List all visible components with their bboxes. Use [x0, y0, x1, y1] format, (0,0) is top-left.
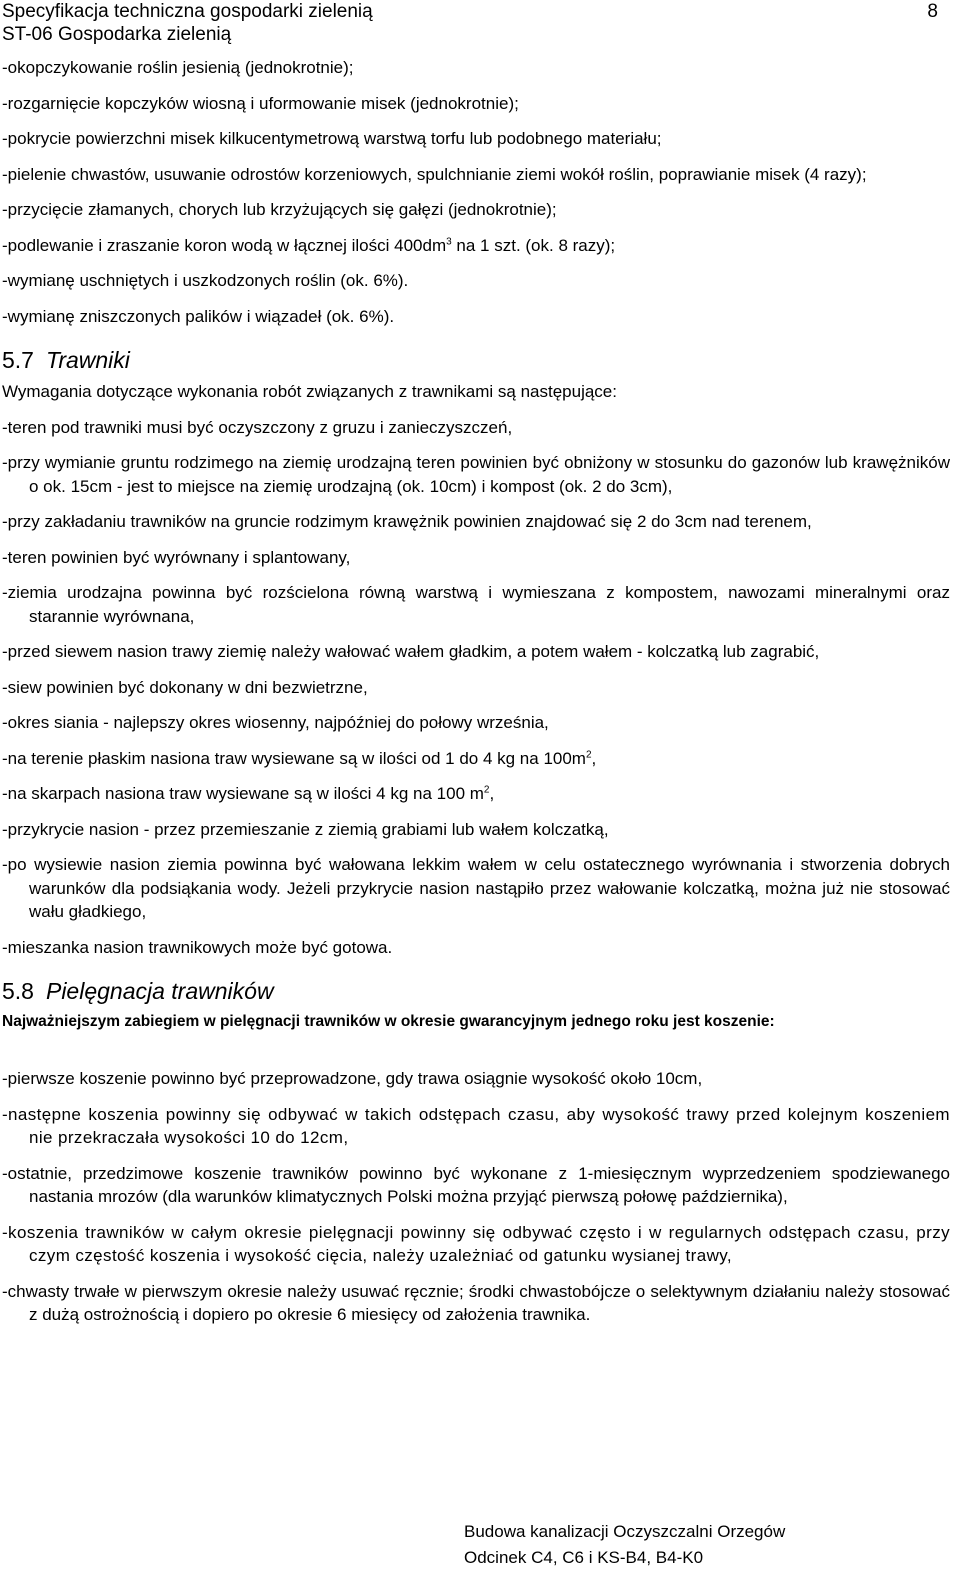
list-item: -pokrycie powierzchni misek kilkucentymetrową warstwą torfu lub podobnego materiału; [2, 129, 662, 148]
page-footer [464, 1519, 785, 1571]
section-title: Pielęgnacja trawników [45, 978, 274, 1004]
list-item: -następne koszenia powinny się odbywać w takich odstępach czasu, aby wysokość trawy przed kolejnym koszeniem nie przekraczała wysokości 10 do 12cm, [2, 1104, 950, 1147]
list-item: -mieszanka nasion trawnikowych może być gotowa. [2, 937, 393, 957]
section-number: 5.7 [2, 347, 34, 373]
list-item: -pierwsze koszenie powinno być przeprowadzone, gdy trawa osiągnie wysokość około 10cm, [2, 1069, 703, 1088]
flat-text: -na terenie płaskim nasiona traw wysiewane są w ilości od 1 do 4 kg na 100m [2, 748, 586, 768]
watering-text: -podlewanie i zraszanie koron wodą w łącznej ilości 400dm [2, 235, 447, 255]
page-header [2, 0, 942, 46]
footer-line-1: Budowa kanalizacji Oczyszczalni Orzegów [464, 1522, 786, 1541]
superscript: 2 [483, 784, 490, 796]
list-item: -ostatnie, przedzimowe koszenie trawników powinno być wykonane z 1-miesięcznym wyprzedzeniem spodziewanego nastania mrozów (dla warunków klimatycznych Polski można przyjąć pierwszą połowę października), [2, 1163, 950, 1206]
page-number: 8 [927, 1, 938, 22]
list-item: -rozgarnięcie kopczyków wiosną i uformowanie misek (jednokrotnie); [2, 93, 519, 113]
list-item: -siew powinien być dokonany w dni bezwietrzne, [2, 677, 368, 697]
list-item: -wymianę zniszczonych palików i wiązadeł (ok. 6%). [2, 306, 395, 326]
list-item: -ziemia urodzajna powinna być rozścielona równą warstwą i wymieszana z kompostem, nawozami mineralnymi oraz starannie wyrównana, [2, 583, 950, 626]
list-item: -przed siewem nasion trawy ziemię należy wałować wałem gładkim, a potem wałem - kolczatką lub zagrabić, [2, 642, 820, 661]
header-title: Specyfikacja techniczna gospodarki zielenią [2, 1, 373, 22]
slope-text: -na skarpach nasiona traw wysiewane są w ilości 4 kg na 100 m [2, 784, 484, 803]
list-item: -przy zakładaniu trawników na gruncie rodzimym krawężnik powinien znajdować się 2 do 3cm nad terenem, [2, 512, 812, 531]
list-item-flat [2, 747, 950, 771]
list-item: -chwasty trwałe w pierwszym okresie należy usuwać ręcznie; środki chwastobójcze o selektywnym działaniu należy stosować z dużą ostrożnością i dopiero po okresie 6 miesięcy od założenia trawnika. [2, 1281, 950, 1324]
footer-line-2: Odcinek C4, C6 i KS-B4, B4-K0 [464, 1548, 704, 1567]
list-item: -po wysiewie nasion ziemia powinna być wałowana lekkim wałem w celu ostatecznego wyrównania i stworzenia dobrych warunków dla podsiąkania wody. Jeżeli przykrycie nasion nastąpiło przez wałowanie kolczatką, można już nie stosować wału gładkiego, [2, 855, 950, 921]
section-heading-pielegnacja [2, 977, 950, 1005]
section-intro-bold: Najważniejszym zabiegiem w pielęgnacji trawników w okresie gwarancyjnym jednego roku jest koszenie: [2, 1013, 775, 1030]
list-item: -wymianę uschniętych i uszkodzonych roślin (ok. 6%). [2, 271, 409, 290]
document-body [2, 56, 950, 1339]
list-item: -przy wymianie gruntu rodzimego na ziemię urodzajną teren powinien być obniżony w stosunku do gazonów lub krawężników o ok. 15cm - jest to miejsce na ziemię urodzajną (ok. 10cm) i kompost (ok. 2 do 3cm), [2, 453, 950, 496]
section-number: 5.8 [2, 978, 34, 1004]
list-item: -pielenie chwastów, usuwanie odrostów korzeniowych, spulchnianie ziemi wokół roślin, poprawianie misek (4 razy); [2, 164, 867, 184]
list-item: -okres siania - najlepszy okres wiosenny, najpóźniej do połowy września, [2, 713, 549, 732]
section-heading-trawniki [2, 346, 950, 374]
header-subtitle: ST-06 Gospodarka zielenią [2, 24, 232, 45]
watering-text-end: na 1 szt. (ok. 8 razy); [451, 235, 616, 255]
list-item-slope [2, 782, 950, 806]
list-item: -przykrycie nasion - przez przemieszanie z ziemią grabiami lub wałem kolczatką, [2, 819, 609, 839]
list-item: -przycięcie złamanych, chorych lub krzyżujących się gałęzi (jednokrotnie); [2, 200, 557, 219]
list-item: -koszenia trawników w całym okresie pielęgnacji powinny się odbywać często i w regularnych odstępach czasu, przy czym częstość koszenia i wysokość cięcia, należy uzależniać od gatunku wysianej trawy, [2, 1222, 950, 1265]
flat-text-end: , [591, 748, 597, 768]
superscript: 2 [585, 748, 592, 760]
section-intro: Wymagania dotyczące wykonania robót związanych z trawnikami są następujące: [2, 382, 617, 401]
list-item-watering [2, 234, 950, 258]
list-item: -teren powinien być wyrównany i splantowany, [2, 547, 351, 567]
superscript: 3 [446, 235, 452, 247]
list-item: -teren pod trawniki musi być oczyszczony z gruzu i zanieczyszczeń, [2, 417, 513, 437]
slope-text-end: , [489, 784, 495, 803]
section-title: Trawniki [45, 347, 130, 373]
list-item: -okopczykowanie roślin jesienią (jednokrotnie); [2, 58, 354, 77]
